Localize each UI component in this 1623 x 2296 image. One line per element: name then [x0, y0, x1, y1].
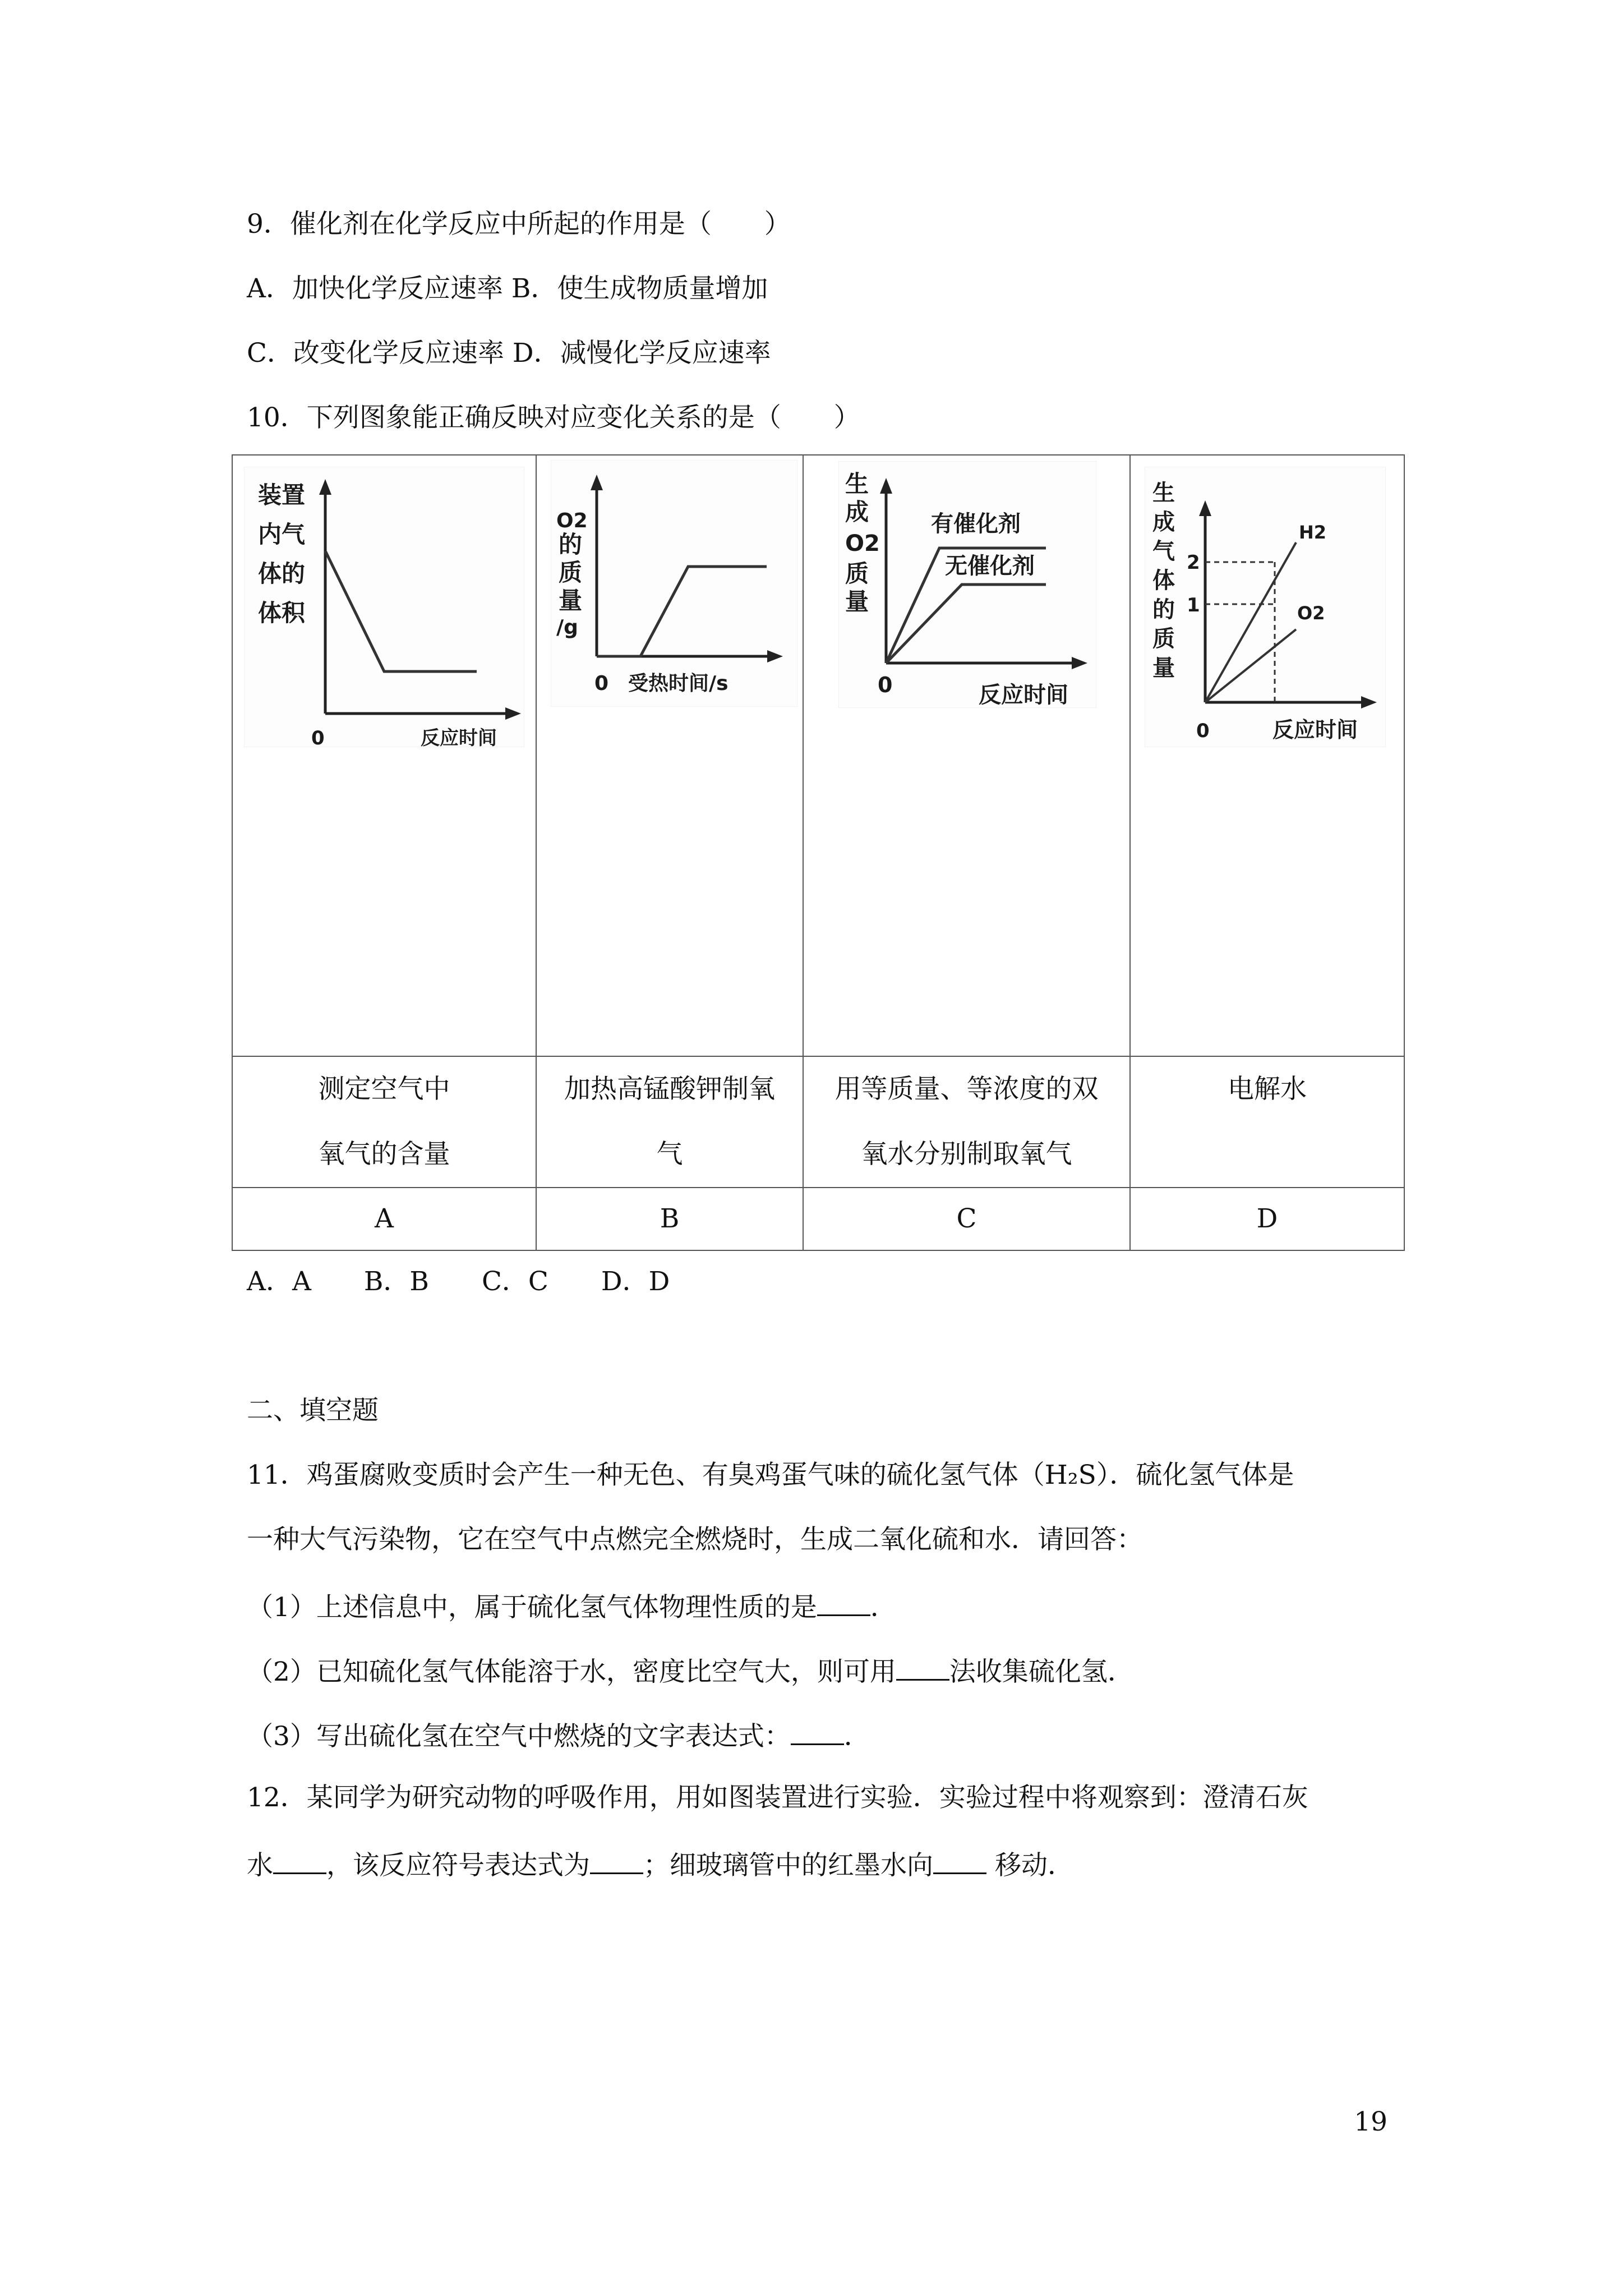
- graph-d-ylabel-3: 气: [1152, 539, 1175, 564]
- q11-part-2: [247, 1652, 1134, 1689]
- graph-a-origin: 0: [311, 727, 325, 747]
- graph-c-xlabel: 反应时间: [979, 682, 1068, 708]
- q11-part-1: [247, 1588, 897, 1625]
- q12-text-a: 水: [247, 1850, 273, 1881]
- q10-stem: 10．下列图象能正确反映对应变化关系的是（ ）: [247, 402, 860, 433]
- q12-text-c: ；细玻璃管中的红墨水向: [643, 1850, 933, 1881]
- q11-part-1-text: （1）上述信息中，属于硫化氢气体物理性质的是: [247, 1592, 817, 1623]
- graph-cell-a: [232, 455, 536, 1056]
- graph-d-ylabel-6: 质: [1152, 626, 1175, 652]
- graph-a-ylabel-3: 体的: [258, 560, 306, 587]
- letter-b: B: [536, 1188, 803, 1250]
- graph-c-label-no-catalyst: 无催化剂: [945, 553, 1035, 579]
- graph-c-origin: 0: [878, 673, 893, 697]
- desc-d: [1130, 1056, 1404, 1188]
- desc-b: [536, 1056, 803, 1188]
- desc-a-line-2: 氧气的含量: [318, 1139, 450, 1170]
- q11-part-2-end: 法收集硫化氢．: [949, 1657, 1134, 1687]
- graph-b-ylabel-2: 的: [559, 531, 583, 558]
- graph-a: [244, 467, 524, 747]
- q12-blank-2[interactable]: [590, 1846, 643, 1874]
- q12-text-b: ，该反应符号表达式为: [326, 1850, 590, 1881]
- graph-c-label-catalyst: 有催化剂: [931, 511, 1021, 537]
- letter-d: D: [1130, 1188, 1404, 1250]
- q9-options-cd: C．改变化学反应速率 D．减慢化学反应速率: [247, 338, 771, 369]
- graph-d-ylabel-1: 生: [1152, 480, 1175, 506]
- letter-a: A: [232, 1188, 536, 1250]
- graph-b-ylabel-1: O2: [556, 509, 588, 532]
- section-heading: 二、填空题: [247, 1395, 379, 1426]
- q11-part-3: [247, 1717, 870, 1754]
- q11-line-1: 11．鸡蛋腐败变质时会产生一种无色、有臭鸡蛋气味的硫化氢气体（H₂S）．硫化氢气体是: [247, 1460, 1294, 1490]
- q11-part-2-blank[interactable]: [896, 1652, 949, 1681]
- graph-d-label-h2: H2: [1299, 522, 1327, 543]
- q9-options-ab: A．加快化学反应速率 B．使生成物质量增加: [247, 273, 768, 304]
- graph-d: [1145, 467, 1386, 747]
- graph-c-ylabel-3: O2: [845, 531, 880, 556]
- graph-d-ylabel-4: 体: [1152, 568, 1175, 593]
- desc-b-line-2: 气: [656, 1139, 683, 1170]
- graph-c-ylabel-1: 生: [845, 470, 869, 498]
- graph-b-origin: 0: [594, 672, 609, 695]
- graph-b-ylabel-3: 质: [559, 559, 583, 586]
- q12-text-d: 移动．: [986, 1850, 1074, 1881]
- graph-b: [551, 460, 797, 707]
- graph-a-xlabel: 反应时间: [421, 727, 497, 747]
- desc-a: [232, 1056, 536, 1188]
- q10-options-table: [232, 454, 1405, 1251]
- q11-part-3-text: （3）写出硫化氢在空气中燃烧的文字表达式：: [247, 1721, 791, 1752]
- q12-line-2: [247, 1846, 1074, 1883]
- desc-b-line-1: 加热高锰酸钾制氧: [564, 1074, 775, 1105]
- graph-a-ylabel-4: 体积: [258, 599, 306, 627]
- q11-line-2: 一种大气污染物，它在空气中点燃完全燃烧时，生成二氧化硫和水．请回答：: [247, 1524, 1143, 1555]
- desc-a-line-1: 测定空气中: [318, 1074, 450, 1105]
- graph-c-ylabel-2: 成: [845, 498, 869, 526]
- q9-stem: 9．催化剂在化学反应中所起的作用是（ ）: [247, 209, 791, 240]
- graph-c: [838, 461, 1096, 708]
- q12-line-1: 12．某同学为研究动物的呼吸作用，用如图装置进行实验．实验过程中将观察到：澄清石灰: [247, 1782, 1308, 1813]
- graph-d-label-o2: O2: [1297, 602, 1325, 624]
- q11-part-1-end: ．: [870, 1592, 897, 1623]
- graph-cell-b: [536, 455, 803, 1056]
- q10-answer-options: A．A B．B C．C D．D: [247, 1266, 670, 1297]
- desc-c: [803, 1056, 1130, 1188]
- graph-d-xlabel: 反应时间: [1272, 717, 1358, 742]
- q11-part-1-blank[interactable]: [817, 1588, 870, 1616]
- q12-blank-1[interactable]: [273, 1846, 326, 1874]
- desc-c-line-1: 用等质量、等浓度的双: [834, 1074, 1099, 1105]
- graph-d-origin: 0: [1196, 720, 1210, 742]
- letter-c: C: [803, 1188, 1130, 1250]
- graph-d-ylabel-7: 量: [1152, 655, 1175, 681]
- graph-cell-d: [1130, 455, 1404, 1056]
- q11-part-3-blank[interactable]: [791, 1717, 844, 1745]
- graph-cell-c: [803, 455, 1130, 1056]
- desc-c-line-2: 氧水分别制取氧气: [861, 1139, 1072, 1170]
- graph-b-xlabel: 受热时间/s: [628, 672, 728, 695]
- q12-blank-3[interactable]: [933, 1846, 986, 1874]
- graph-b-ylabel-4: 量: [559, 587, 583, 614]
- graph-a-ylabel-1: 装置: [258, 481, 306, 509]
- graph-d-tick-1: 1: [1187, 594, 1200, 616]
- graph-d-ylabel-5: 的: [1152, 597, 1175, 623]
- q11-part-3-end: ．: [843, 1721, 870, 1752]
- graph-d-ylabel-2: 成: [1152, 509, 1175, 535]
- page-number: 19: [1354, 2106, 1387, 2137]
- graph-a-ylabel-2: 内气: [258, 521, 306, 548]
- q11-part-2-text: （2）已知硫化氢气体能溶于水，密度比空气大，则可用: [247, 1657, 896, 1687]
- graph-c-ylabel-4: 质: [845, 560, 869, 587]
- graph-d-tick-2: 2: [1187, 551, 1200, 574]
- desc-d-line-1: 电解水: [1228, 1074, 1307, 1105]
- graph-c-ylabel-5: 量: [845, 588, 869, 615]
- graph-b-ylabel-5: /g: [556, 616, 578, 639]
